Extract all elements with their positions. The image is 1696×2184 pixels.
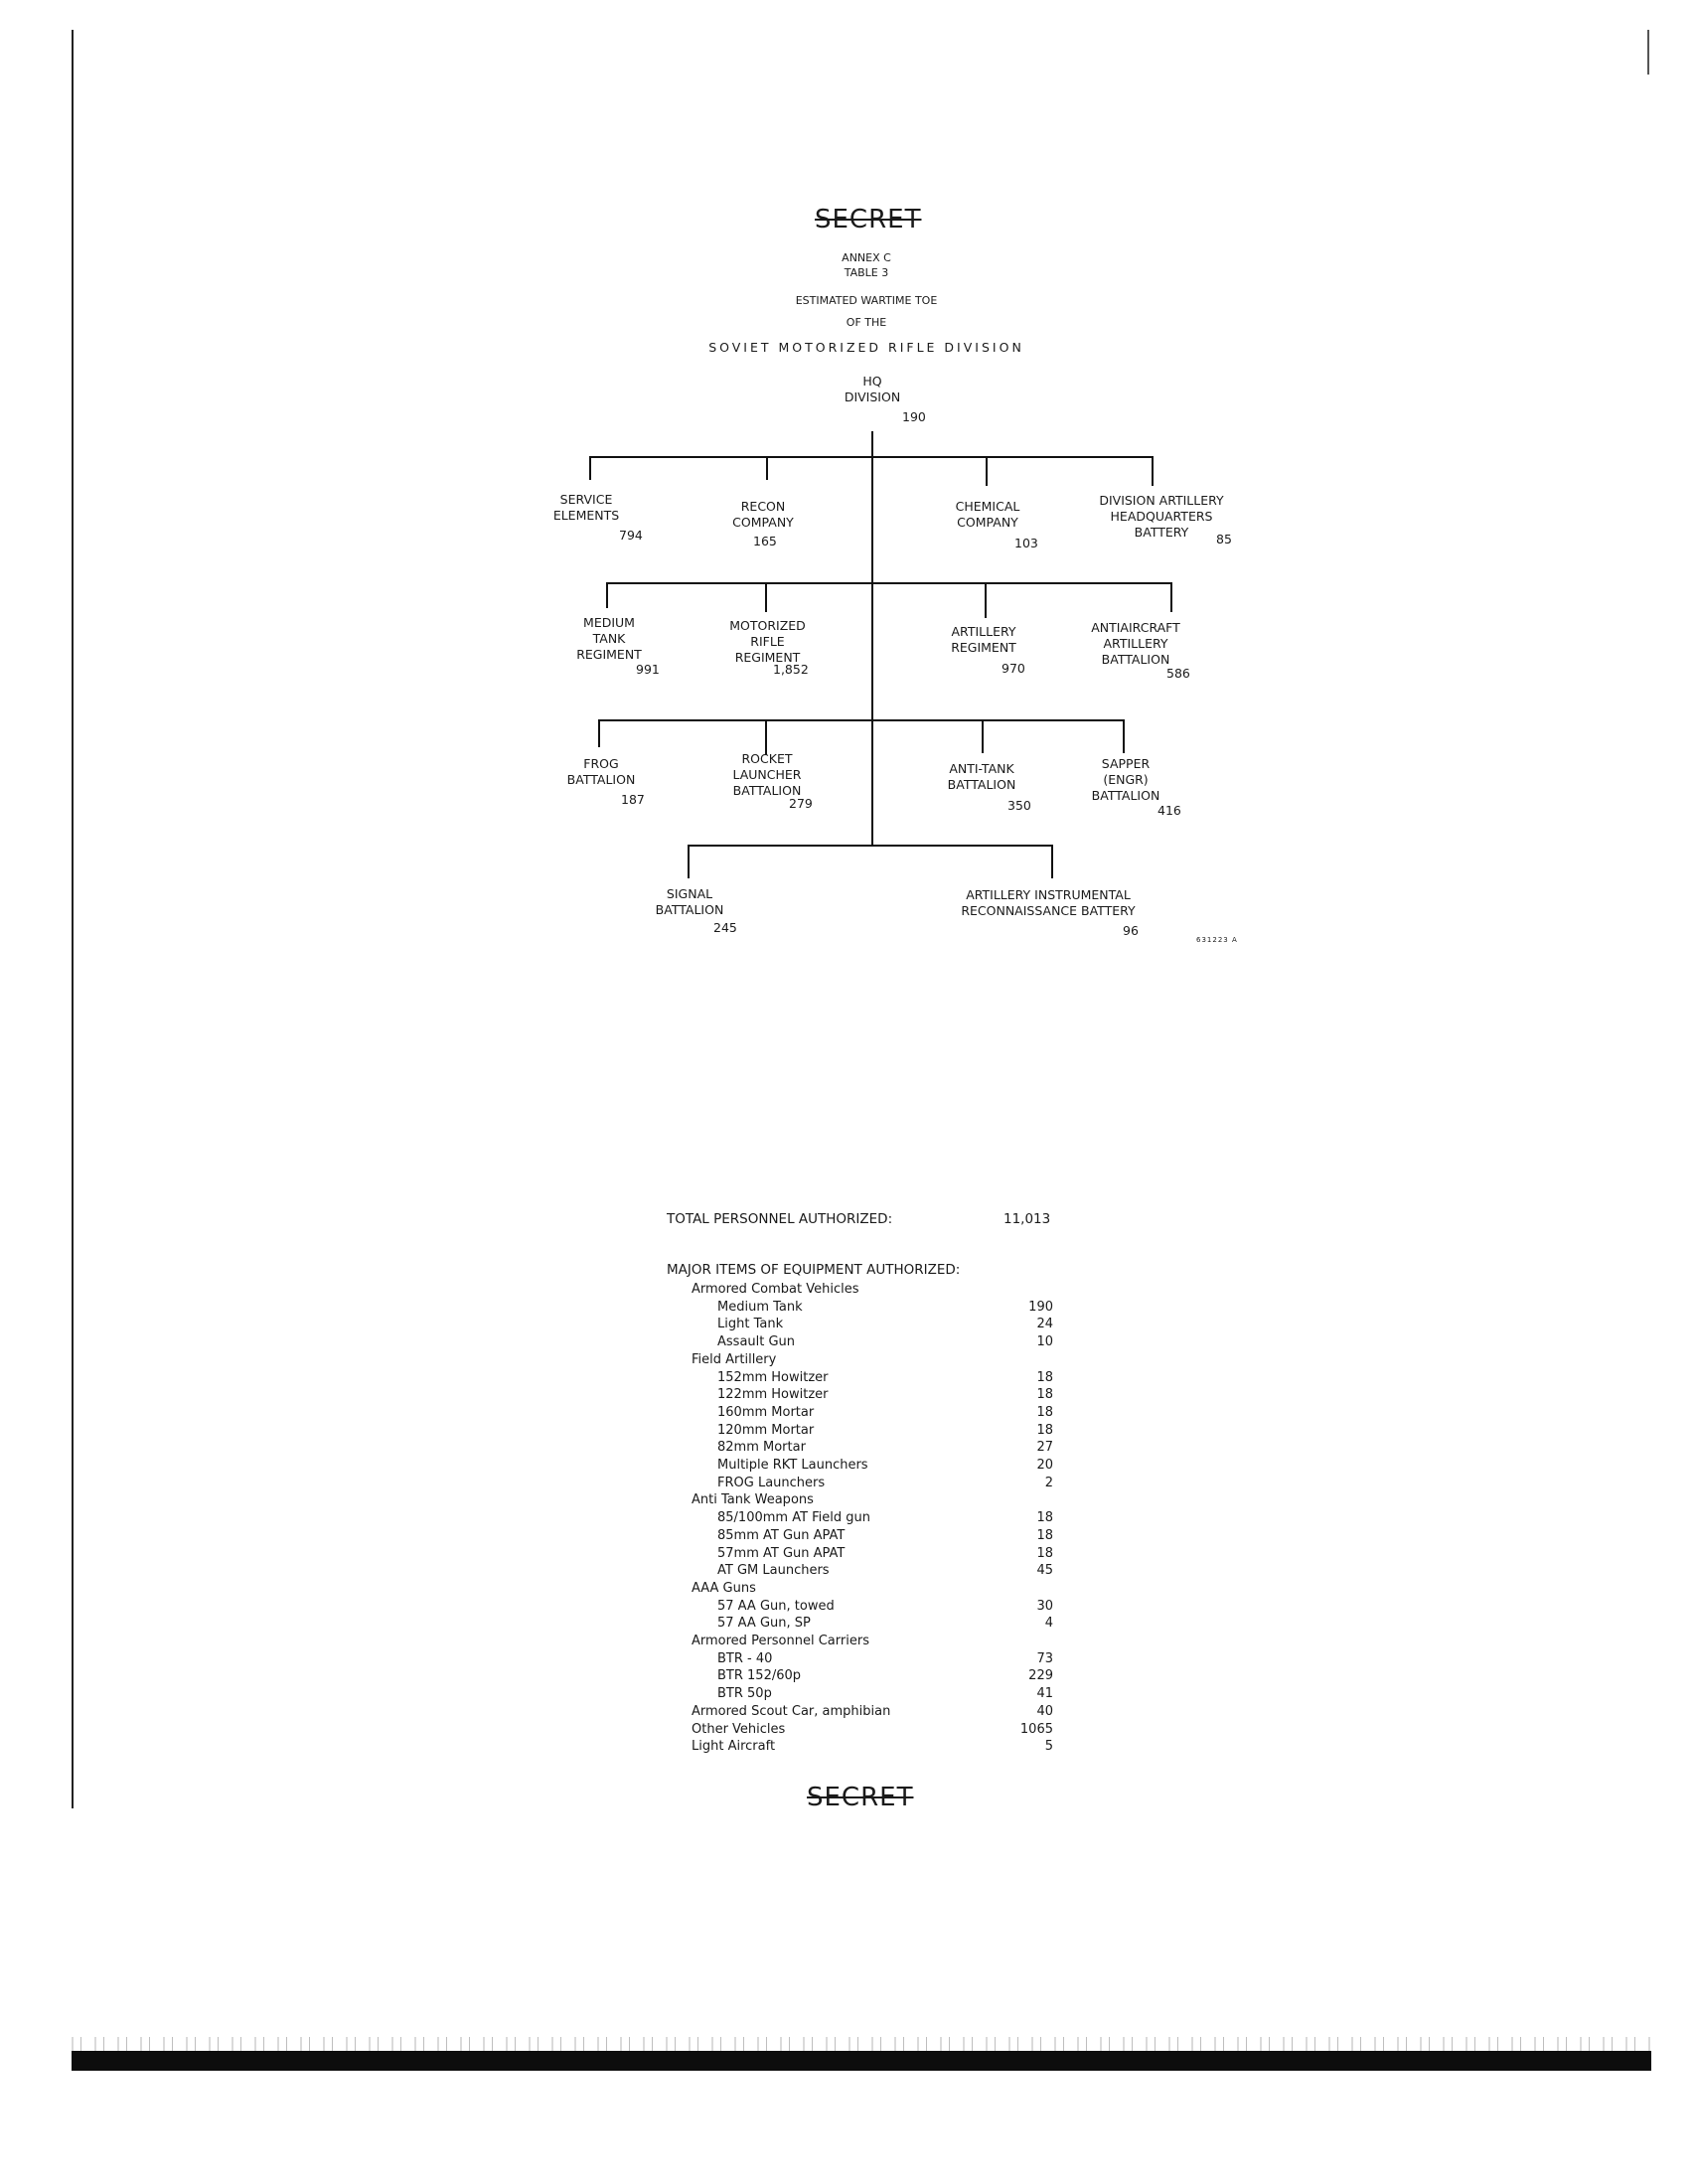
classification-header: SECRET	[815, 205, 922, 234]
equipment-quantity: 5	[1044, 1739, 1053, 1754]
unit-anti-tank-battalion-value: 350	[1007, 798, 1031, 813]
equipment-quantity: 18	[1036, 1370, 1053, 1385]
unit-frog-battalion-value: 187	[621, 792, 645, 807]
equipment-heading: MAJOR ITEMS OF EQUIPMENT AUTHORIZED:	[667, 1262, 961, 1278]
equipment-category: Armored Scout Car, amphibian	[692, 1704, 891, 1719]
equipment-quantity: 18	[1036, 1510, 1053, 1525]
equipment-quantity: 41	[1036, 1686, 1053, 1701]
equipment-item: 57 AA Gun, towed	[717, 1599, 835, 1614]
equipment-item: AT GM Launchers	[717, 1563, 830, 1578]
equipment-quantity: 2	[1044, 1476, 1053, 1490]
equipment-item: Medium Tank	[717, 1300, 803, 1315]
unit-chemical-company: CHEMICAL COMPANY	[955, 499, 1020, 530]
table-label: TABLE 3	[844, 266, 889, 279]
equipment-item: BTR - 40	[717, 1651, 773, 1666]
tier3-drop	[982, 719, 984, 753]
unit-motorized-rifle-regiment: MOTORIZED RIFLE REGIMENT	[729, 618, 806, 665]
unit-chemical-company-value: 103	[1014, 536, 1038, 550]
figure-code: 631223 A	[1196, 936, 1238, 944]
title-line-2: OF THE	[846, 316, 887, 329]
equipment-item: 120mm Mortar	[717, 1423, 815, 1438]
trunk-line	[871, 431, 873, 847]
equipment-quantity: 73	[1036, 1651, 1053, 1666]
tier1-drop	[766, 456, 768, 480]
equipment-item: 152mm Howitzer	[717, 1370, 829, 1385]
unit-artillery-regiment-value: 970	[1002, 661, 1025, 676]
unit-service-elements: SERVICE ELEMENTS	[552, 492, 620, 523]
equipment-item: BTR 152/60p	[717, 1668, 802, 1683]
equipment-category: Other Vehicles	[692, 1722, 786, 1737]
equipment-category: Armored Personnel Carriers	[692, 1634, 869, 1648]
equipment-quantity: 18	[1036, 1528, 1053, 1543]
total-personnel-value: 11,013	[1003, 1211, 1051, 1227]
equipment-quantity: 18	[1036, 1423, 1053, 1438]
unit-recon-company-value: 165	[753, 534, 777, 548]
tier1-drop	[589, 456, 591, 480]
unit-signal-battalion-value: 245	[713, 920, 737, 935]
equipment-item: FROG Launchers	[717, 1476, 826, 1490]
scan-right-edge-mark	[1647, 30, 1649, 75]
tier1-drop	[1152, 456, 1154, 486]
tier4-drop	[1051, 845, 1053, 878]
equipment-quantity: 18	[1036, 1546, 1053, 1561]
equipment-item: BTR 50p	[717, 1686, 772, 1701]
scan-bottom-noise	[72, 2037, 1651, 2051]
equipment-quantity: 190	[1028, 1300, 1053, 1315]
annex-label: ANNEX C	[842, 251, 891, 264]
hq-division-value: 190	[902, 409, 926, 424]
equipment-item: 57 AA Gun, SP	[717, 1616, 811, 1631]
tier3-drop	[765, 719, 767, 755]
tier3-bar	[598, 719, 1125, 721]
unit-sapper-engr-battalion-value: 416	[1157, 803, 1181, 818]
equipment-item: 85/100mm AT Field gun	[717, 1510, 871, 1525]
equipment-quantity: 1065	[1019, 1722, 1053, 1737]
tier2-drop	[985, 582, 987, 618]
equipment-quantity: 10	[1036, 1334, 1053, 1349]
unit-division-artillery-hq-battery-value: 85	[1216, 532, 1232, 546]
equipment-quantity: 18	[1036, 1387, 1053, 1402]
equipment-item: 122mm Howitzer	[717, 1387, 829, 1402]
title-line-1: ESTIMATED WARTIME TOE	[795, 294, 938, 307]
equipment-item: 57mm AT Gun APAT	[717, 1546, 846, 1561]
equipment-category: Field Artillery	[692, 1352, 777, 1367]
tier1-drop	[986, 456, 988, 486]
equipment-quantity: 4	[1044, 1616, 1053, 1631]
equipment-item: 160mm Mortar	[717, 1405, 815, 1420]
unit-sapper-engr-battalion: SAPPER (ENGR) BATTALION	[1091, 756, 1160, 803]
equipment-quantity: 45	[1036, 1563, 1053, 1578]
scan-bottom-band	[72, 2051, 1651, 2071]
unit-medium-tank-regiment-value: 991	[636, 662, 660, 677]
equipment-quantity: 27	[1036, 1440, 1053, 1455]
tier2-drop	[1170, 582, 1172, 612]
equipment-quantity: 20	[1036, 1458, 1053, 1473]
unit-division-artillery-hq-battery: DIVISION ARTILLERY HEADQUARTERS BATTERY	[1099, 493, 1224, 540]
unit-antiaircraft-artillery-battalion: ANTIAIRCRAFT ARTILLERY BATTALION	[1091, 620, 1180, 667]
tier3-drop	[1123, 719, 1125, 753]
unit-service-elements-value: 794	[619, 528, 643, 543]
unit-rocket-launcher-battalion-value: 279	[789, 796, 813, 811]
equipment-category: Light Aircraft	[692, 1739, 776, 1754]
unit-antiaircraft-artillery-battalion-value: 586	[1166, 666, 1190, 681]
unit-artillery-instrumental-recon-battery-value: 96	[1123, 923, 1139, 938]
equipment-quantity: 18	[1036, 1405, 1053, 1420]
title-line-3: SOVIET MOTORIZED RIFLE DIVISION	[708, 340, 1024, 355]
equipment-item: Multiple RKT Launchers	[717, 1458, 868, 1473]
equipment-category: AAA Guns	[692, 1581, 756, 1596]
unit-frog-battalion: FROG BATTALION	[566, 756, 636, 787]
equipment-item: 85mm AT Gun APAT	[717, 1528, 846, 1543]
unit-anti-tank-battalion: ANTI-TANK BATTALION	[947, 761, 1016, 792]
unit-rocket-launcher-battalion: ROCKET LAUNCHER BATTALION	[732, 751, 802, 798]
tier2-drop	[765, 582, 767, 612]
tier2-drop	[606, 582, 608, 608]
classification-footer: SECRET	[807, 1783, 914, 1812]
scan-left-edge-rule	[72, 30, 74, 1808]
equipment-item: Light Tank	[717, 1317, 784, 1331]
unit-artillery-regiment: ARTILLERY REGIMENT	[951, 624, 1016, 655]
tier3-drop	[598, 719, 600, 747]
equipment-category: Armored Combat Vehicles	[692, 1282, 859, 1297]
equipment-category: Anti Tank Weapons	[692, 1492, 814, 1507]
total-personnel-label: TOTAL PERSONNEL AUTHORIZED:	[667, 1211, 893, 1227]
unit-signal-battalion: SIGNAL BATTALION	[655, 886, 724, 917]
tier2-bar	[606, 582, 1172, 584]
tier4-bar	[688, 845, 1053, 847]
equipment-quantity: 30	[1036, 1599, 1053, 1614]
equipment-quantity: 40	[1036, 1704, 1053, 1719]
equipment-item: 82mm Mortar	[717, 1440, 806, 1455]
unit-motorized-rifle-regiment-value: 1,852	[773, 662, 809, 677]
tier1-bar	[589, 456, 1154, 458]
tier4-drop	[688, 845, 690, 878]
equipment-quantity: 24	[1036, 1317, 1053, 1331]
unit-artillery-instrumental-recon-battery: ARTILLERY INSTRUMENTAL RECONNAISSANCE BATTERY	[961, 887, 1136, 918]
unit-medium-tank-regiment: MEDIUM TANK REGIMENT	[576, 615, 642, 662]
unit-recon-company: RECON COMPANY	[732, 499, 794, 530]
hq-division-label: HQ DIVISION	[844, 374, 901, 404]
equipment-item: Assault Gun	[717, 1334, 796, 1349]
equipment-quantity: 229	[1028, 1668, 1053, 1683]
